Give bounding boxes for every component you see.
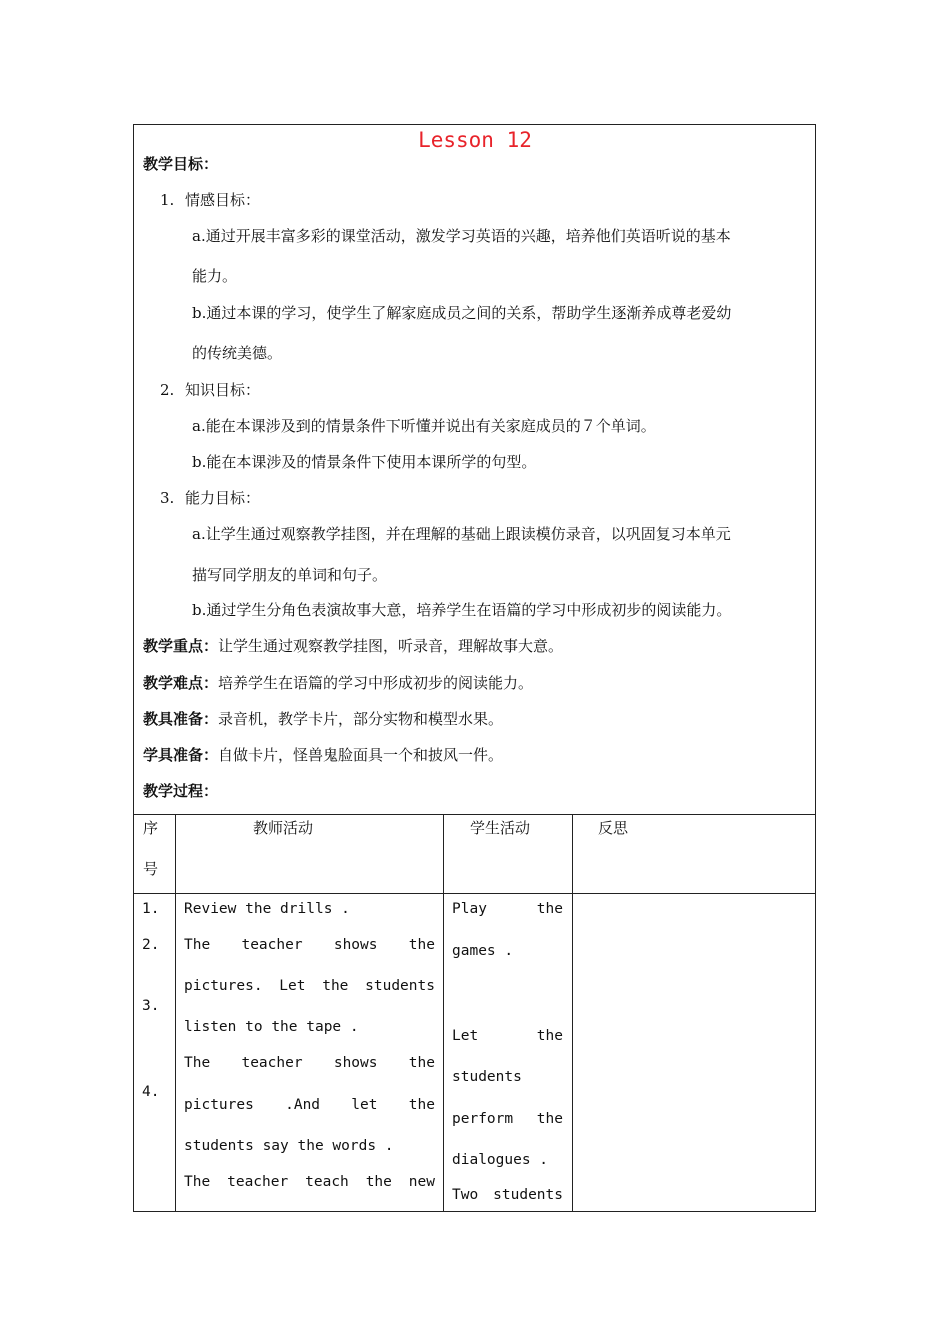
header-seq-line-2: 号 (143, 860, 159, 878)
goal-3-number: 3. (160, 489, 175, 507)
seq-number: 2. (142, 937, 160, 953)
student-activity-word: students (452, 1069, 522, 1085)
teacher-activity-word: the (236, 901, 272, 917)
student-activity-word: . (530, 1152, 549, 1168)
teacher-activity-word: The (184, 1174, 211, 1190)
table-column-divider (443, 814, 444, 1212)
teacher-activity-line (184, 935, 435, 955)
student-activity-line (452, 1026, 563, 1046)
difficulty-text: 培养学生在语篇的学习中形成初步的阅读能力。 (218, 674, 534, 692)
student-activity-line (452, 899, 563, 919)
teacher-activity-word: the (408, 1097, 435, 1113)
teacher-activity-word: new (408, 1174, 435, 1190)
teacher-activity-word: pictures. (184, 978, 263, 994)
goal-3-line-a: a.让学生通过观察教学挂图，并在理解的基础上跟读模仿录音，以巩固复习本单元 (192, 525, 731, 543)
key-point-row (143, 636, 563, 656)
student-activity-word: Play (452, 901, 487, 917)
goal-1-line-b-cont: 的传统美德。 (192, 344, 283, 362)
teacher-activity-word: say (253, 1138, 289, 1154)
teacher-activity-word: the (408, 1055, 435, 1071)
teacher-activity-word: the (288, 1138, 324, 1154)
teacher-activity-word: the (365, 1174, 392, 1190)
lesson-title: Lesson 12 (418, 128, 532, 152)
teacher-activity-word: .And (285, 1097, 321, 1113)
table-top-border (133, 814, 816, 815)
teacher-activity-word: drills (271, 901, 333, 917)
seq-number: 1. (142, 901, 160, 917)
student-activity-word: the (536, 1028, 563, 1044)
header-student-activity: 学生活动 (470, 819, 531, 837)
teacher-activity-word: Let (279, 978, 306, 994)
teacher-activity-word: . (332, 901, 350, 917)
teacher-activity-word: the (322, 978, 349, 994)
header-teacher-activity: 教师活动 (253, 819, 314, 837)
goal-1-number: 1. (160, 191, 175, 209)
student-activity-line (452, 1109, 563, 1129)
student-activity-word: perform (452, 1111, 514, 1127)
header-reflection: 反思 (598, 819, 629, 837)
student-activity-word: the (536, 901, 563, 917)
teacher-activity-word: tape (297, 1019, 342, 1035)
teacher-activity-line (184, 1017, 359, 1037)
teacher-prep-text: 录音机，教学卡片，部分实物和模型水果。 (218, 710, 504, 728)
goal-2-line-a: a.能在本课涉及到的情景条件下听懂并说出有关家庭成员的７个单词。 (192, 417, 656, 435)
student-prep-row (143, 745, 503, 765)
teacher-activity-word: The (184, 937, 211, 953)
student-prep-label: 学具准备： (143, 746, 219, 764)
goal-1-line-b: b.通过本课的学习，使学生了解家庭成员之间的关系，帮助学生逐渐养成尊老爱幼 (192, 304, 732, 322)
student-activity-word: Two (452, 1187, 479, 1203)
student-activity-word: Let (452, 1028, 479, 1044)
teacher-activity-word: pictures (184, 1097, 254, 1113)
goal-2-line-b: b.能在本课涉及的情景条件下使用本课所学的句型。 (192, 453, 537, 471)
seq-number: 3. (142, 998, 160, 1014)
teacher-activity-word: Review (184, 901, 237, 917)
table-column-divider (572, 814, 573, 1212)
objectives-heading: 教学目标： (143, 155, 219, 173)
process-heading: 教学过程： (143, 782, 219, 800)
teacher-prep-row (143, 709, 503, 729)
teacher-activity-word: students (365, 978, 435, 994)
student-activity-word: dialogues (452, 1152, 531, 1168)
goal-1-line-a-cont: 能力。 (192, 267, 238, 285)
goal-3-heading: 能力目标： (185, 489, 261, 507)
teacher-activity-line (184, 1136, 394, 1156)
teacher-activity-word: the (408, 937, 435, 953)
teacher-activity-line (184, 976, 435, 996)
seq-number: 4. (142, 1084, 160, 1100)
key-point-label: 教学重点： (143, 637, 219, 655)
goal-2-heading: 知识目标： (185, 381, 261, 399)
teacher-activity-word: teach (305, 1174, 349, 1190)
student-activity-word: students (493, 1187, 563, 1203)
teacher-activity-word: teacher (241, 1055, 303, 1071)
goal-1-line-a: a.通过开展丰富多彩的课堂活动，激发学习英语的兴趣，培养他们英语听说的基本 (192, 227, 731, 245)
teacher-activity-word: students (184, 1138, 254, 1154)
teacher-activity-word: shows (333, 937, 378, 953)
goal-3-line-a-cont: 描写同学朋友的单词和句子。 (192, 566, 388, 584)
teacher-activity-word: teacher (241, 937, 303, 953)
teacher-activity-word: the (262, 1019, 298, 1035)
teacher-activity-word: shows (333, 1055, 378, 1071)
teacher-activity-word: let (351, 1097, 378, 1113)
student-activity-word: . (495, 943, 514, 959)
teacher-activity-word: words (323, 1138, 377, 1154)
teacher-activity-line (184, 1095, 435, 1115)
teacher-activity-word: . (376, 1138, 394, 1154)
key-point-text: 让学生通过观察教学挂图，听录音，理解故事大意。 (218, 637, 564, 655)
teacher-prep-label: 教具准备： (143, 710, 219, 728)
student-activity-word: games (452, 943, 496, 959)
table-column-divider (175, 814, 176, 1212)
student-activity-line (452, 941, 513, 961)
student-activity-line (452, 1185, 563, 1205)
teacher-activity-line (184, 1053, 435, 1073)
teacher-activity-word: listen (184, 1019, 237, 1035)
teacher-activity-word: teacher (227, 1174, 289, 1190)
difficulty-row (143, 673, 533, 693)
table-header-divider (133, 893, 816, 894)
goal-1-heading: 情感目标： (185, 191, 261, 209)
difficulty-label: 教学难点： (143, 674, 219, 692)
header-seq-line-1: 序 (143, 819, 159, 837)
teacher-activity-word: . (341, 1019, 359, 1035)
teacher-activity-word: to (236, 1019, 263, 1035)
goal-3-line-b: b.通过学生分角色表演故事大意，培养学生在语篇的学习中形成初步的阅读能力。 (192, 601, 732, 619)
lesson-plan-frame (133, 124, 816, 1212)
student-activity-line (452, 1067, 522, 1087)
teacher-activity-word: The (184, 1055, 211, 1071)
teacher-activity-line (184, 899, 350, 919)
goal-2-number: 2. (160, 381, 175, 399)
student-activity-line (452, 1150, 548, 1170)
student-prep-text: 自做卡片，怪兽鬼脸面具一个和披风一件。 (218, 746, 504, 764)
student-activity-word: the (536, 1111, 563, 1127)
teacher-activity-line (184, 1172, 435, 1192)
